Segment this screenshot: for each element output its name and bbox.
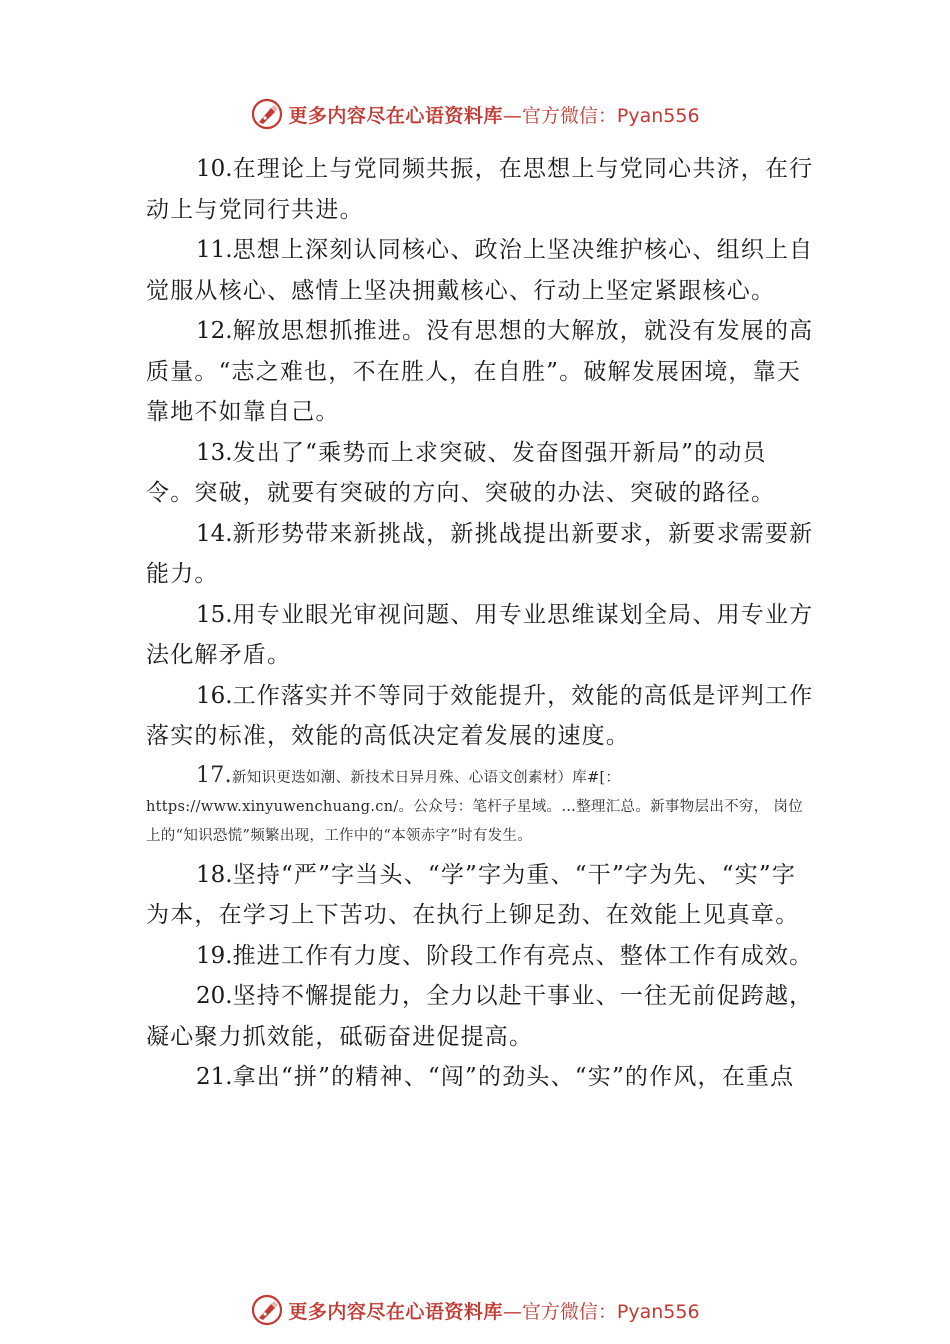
paragraph-17: 17.新知识更迭如潮、新技术日异月殊、心语文创素材）库#[：https://www.xinyuwenchuang.cn/。公众号：笔杆子星域。…整理汇总。新事物层出不穷， 岗位上的“知识恐慌”频繁出现，工作中的“本领赤字”时有发生。 bbox=[146, 762, 804, 844]
header-banner bbox=[0, 94, 950, 134]
document-body bbox=[146, 149, 814, 1098]
footer-banner bbox=[0, 1290, 950, 1330]
wechat-text: —官方微信：Pyan556 bbox=[502, 104, 700, 127]
paragraph-20: 20.坚持不懈提能力，全力以赴干事业、一往无前促跨越，凝心聚力抓效能，砥砺奋进促提高。 bbox=[146, 983, 814, 1050]
paragraph-14: 14.新形势带来新挑战，新挑战提出新要求，新要求需要新能力。 bbox=[146, 520, 814, 587]
paragraph-19: 19.推进工作有力度、阶段工作有亮点、整体工作有成效。 bbox=[196, 942, 814, 969]
paragraph-13: 13.发出了“乘势而上求突破、发奋图强开新局”的动员令。突破，就要有突破的方向、突破的办法、突破的路径。 bbox=[146, 439, 776, 506]
paragraph-16: 16.工作落实并不等同于效能提升，效能的高低是评判工作落实的标准，效能的高低决定着发展的速度。 bbox=[146, 682, 814, 749]
pen-nib-circle-icon bbox=[250, 1293, 284, 1327]
paragraph-11: 11.思想上深刻认同核心、政治上坚决维护核心、组织上自觉服从核心、感情上坚决拥戴核心、行动上坚定紧跟核心。 bbox=[146, 237, 814, 304]
pen-nib-circle-icon bbox=[250, 97, 284, 131]
wechat-text: —官方微信：Pyan556 bbox=[502, 1300, 700, 1323]
paragraph-18: 18.坚持“严”字当头、“学”字为重、“干”字为先、“实”字为本，在学习上下苦功、在执行上铆足劲、在效能上见真章。 bbox=[146, 861, 800, 928]
paragraph-10: 10.在理论上与党同频共振，在思想上与党同心共济，在行动上与党同行共进。 bbox=[146, 156, 814, 223]
paragraph-15: 15.用专业眼光审视问题、用专业思维谋划全局、用专业方法化解矛盾。 bbox=[146, 601, 814, 668]
paragraph-12: 12.解放思想抓推进。没有思想的大解放，就没有发展的高质量。“志之难也，不在胜人，在自胜”。破解发展困境，靠天靠地不如靠自己。 bbox=[146, 318, 814, 425]
paragraph-21: 21.拿出“拼”的精神、“闯”的劲头、“实”的作风，在重点 bbox=[196, 1064, 795, 1090]
brand-text: 更多内容尽在心语资料库 bbox=[288, 104, 503, 127]
brand-text: 更多内容尽在心语资料库 bbox=[288, 1300, 503, 1323]
